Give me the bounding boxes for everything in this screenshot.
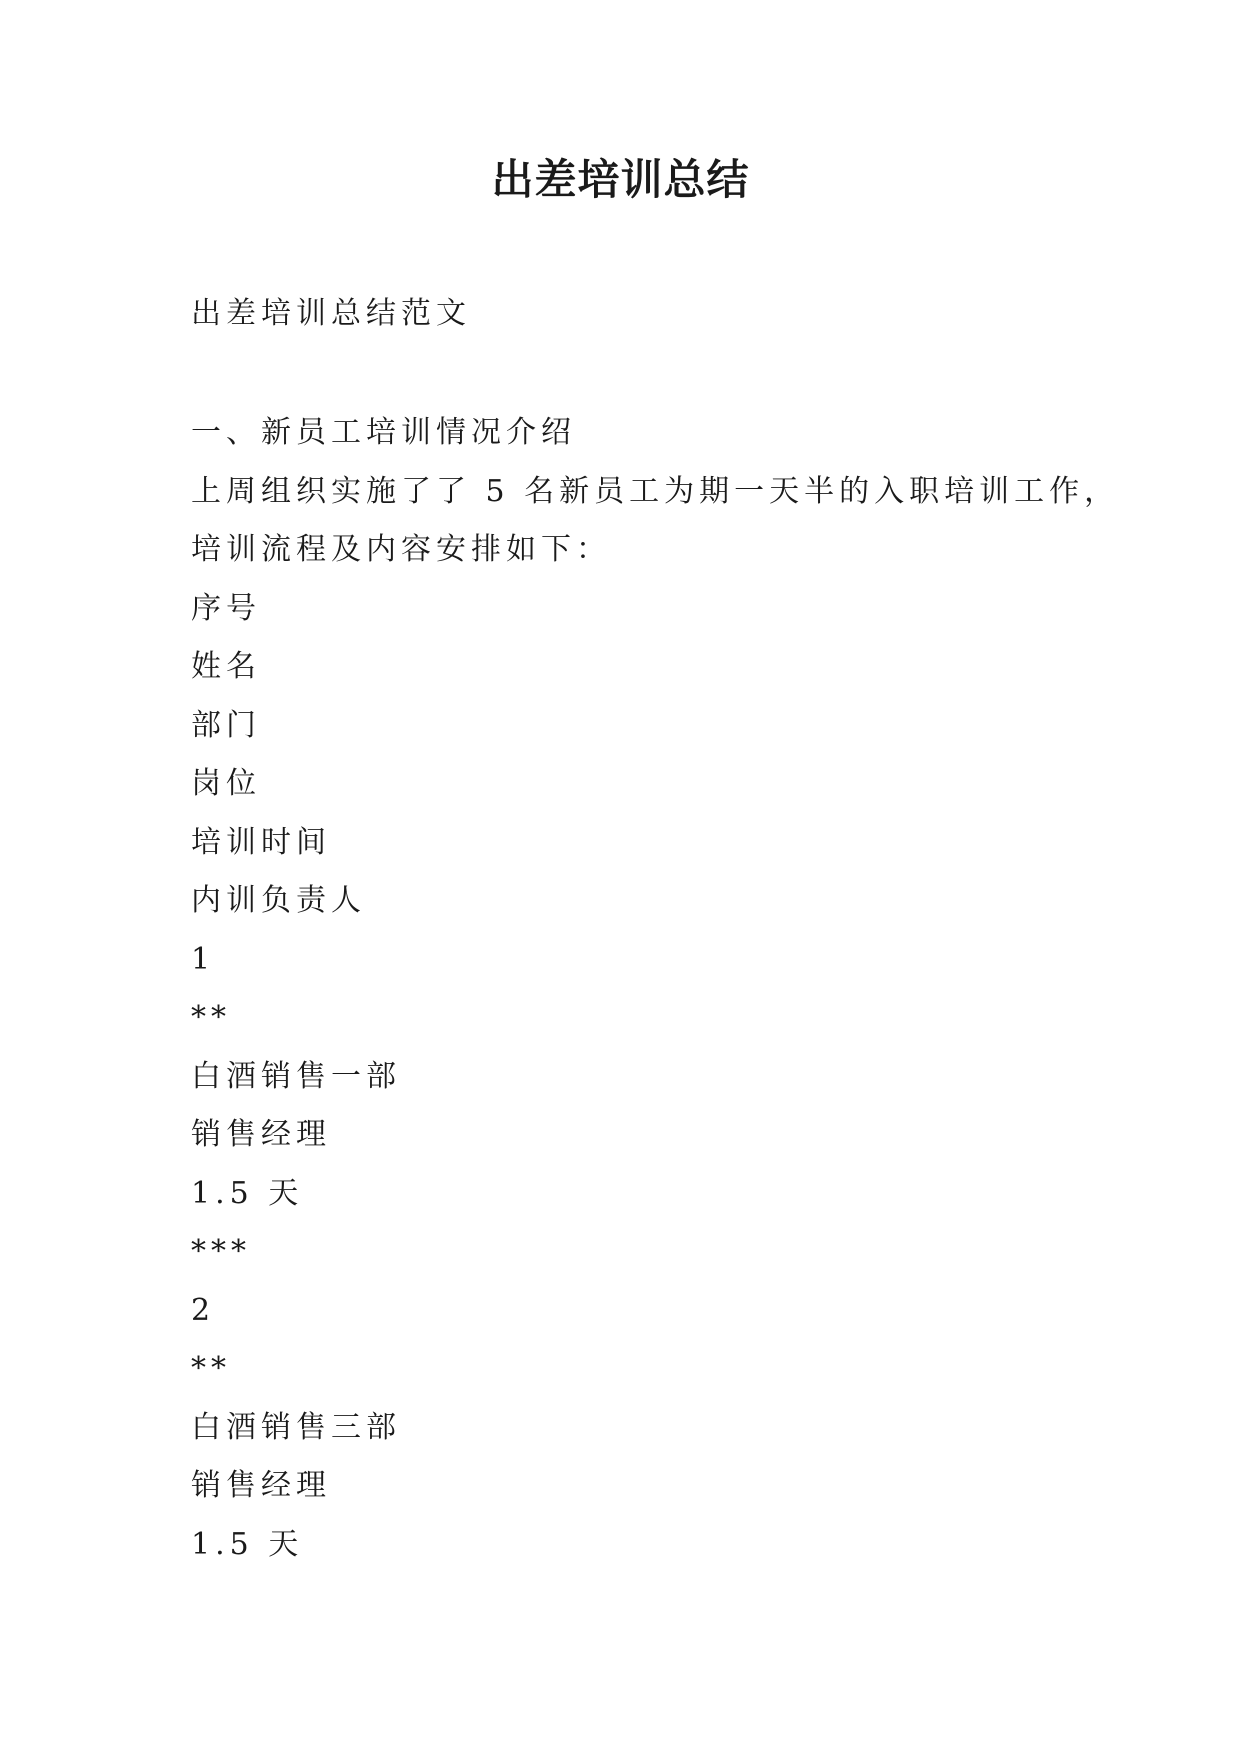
table-header-cell: 姓名: [191, 649, 261, 684]
paragraph-line: 上周组织实施了了 5 名新员工为期一天半的入职培训工作，: [191, 473, 1120, 509]
table-cell: **: [191, 1000, 231, 1035]
table-cell: 1.5 天: [191, 1175, 304, 1211]
table-header-cell: 内训负责人: [191, 883, 366, 918]
document-title: 出差培训总结: [491, 155, 750, 204]
table-cell: 销售经理: [191, 1117, 331, 1152]
document-body: [191, 404, 1120, 1574]
table-cell: 白酒销售一部: [191, 1058, 401, 1094]
table-cell: 1.5 天: [191, 1526, 304, 1562]
table-cell: 销售经理: [191, 1468, 331, 1503]
table-cell: 1: [191, 941, 216, 977]
table-cell: ***: [191, 1234, 251, 1269]
table-cell: **: [191, 1351, 231, 1386]
table-header-cell: 培训时间: [191, 824, 331, 860]
table-cell: 2: [191, 1292, 216, 1328]
table-header-cell: 部门: [191, 707, 261, 743]
document-subtitle: 出差培训总结范文: [191, 296, 471, 331]
table-header-cell: 序号: [191, 590, 261, 626]
table-cell: 白酒销售三部: [191, 1409, 401, 1445]
paragraph-line: 培训流程及内容安排如下：: [191, 532, 611, 567]
table-header-cell: 岗位: [191, 766, 261, 801]
section-heading: 一、新员工培训情况介绍: [191, 415, 576, 450]
